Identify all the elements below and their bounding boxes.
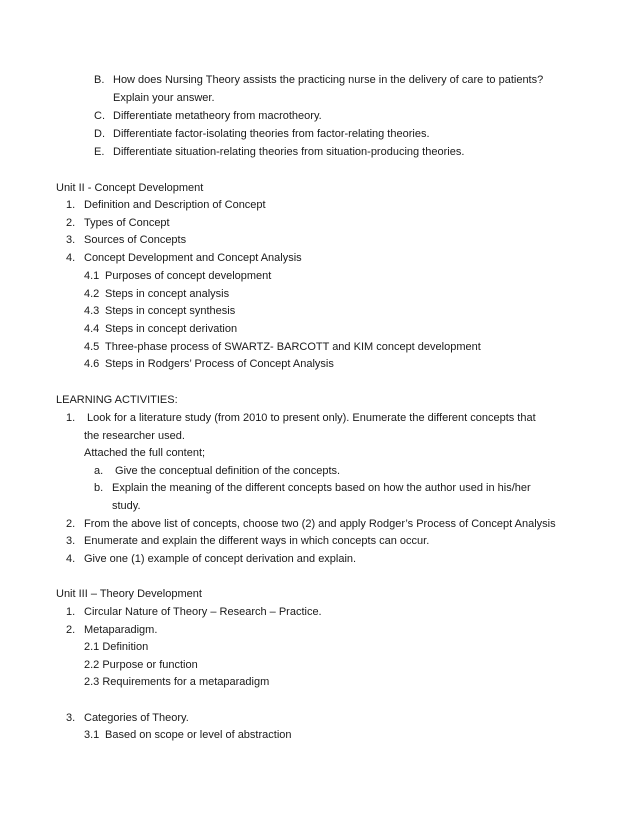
list-marker: 3.: [66, 234, 76, 246]
list-marker: 1.: [66, 412, 76, 424]
list-item: [66, 604, 322, 621]
list-marker: 3.: [66, 535, 76, 547]
attached-note: Attached the full content;: [84, 447, 206, 459]
list-item: [66, 710, 189, 727]
list-marker: 4.: [66, 252, 76, 264]
section-heading-unit3: Unit III – Theory Development: [56, 588, 202, 600]
sub-list-item: [84, 727, 292, 744]
sub-text: Explain the meaning of the different concepts based on how the author used in his/her: [112, 482, 531, 494]
list-item: [66, 250, 302, 267]
sub-text: Purposes of concept development: [105, 270, 272, 282]
sub-list-item: 2.3 Requirements for a metaparadigm: [84, 676, 270, 688]
list-marker: 4.: [66, 553, 76, 565]
list-text: Differentiate factor-isolating theories from factor-relating theories.: [113, 128, 430, 140]
list-text: Concept Development and Concept Analysis: [84, 252, 302, 264]
sub-list-item: 2.1 Definition: [84, 641, 149, 653]
list-item: [66, 232, 186, 249]
list-marker: 2.: [66, 624, 76, 636]
list-item-continuation: the researcher used.: [84, 430, 185, 442]
list-text: Sources of Concepts: [84, 234, 187, 246]
sub-marker: 4.3: [84, 305, 100, 317]
sub-list-item-continuation: study.: [112, 500, 141, 512]
list-text: Look for a literature study (from 2010 to present only). Enumerate the different concepts that: [84, 412, 536, 424]
sub-marker: 4.1: [84, 270, 100, 282]
sub-text: Steps in concept synthesis: [105, 305, 236, 317]
sub-marker: 4.4: [84, 323, 100, 335]
list-marker: D.: [94, 128, 105, 140]
list-item: [94, 144, 464, 161]
list-text: Definition and Description of Concept: [84, 199, 266, 211]
list-text: Circular Nature of Theory – Research – Practice.: [84, 606, 322, 618]
list-item: [66, 533, 429, 550]
sub-text: Give the conceptual definition of the concepts.: [112, 465, 341, 477]
list-item: [66, 215, 170, 232]
sub-list-item: [84, 356, 334, 373]
list-item: [66, 410, 536, 427]
sub-list-item: [84, 303, 235, 320]
sub-list-item: 2.2 Purpose or function: [84, 659, 198, 671]
list-item: [94, 108, 322, 125]
list-item: [94, 72, 543, 89]
sub-list-item: [84, 321, 237, 338]
list-text: Differentiate metatheory from macrotheory.: [113, 110, 322, 122]
list-text: Types of Concept: [84, 217, 170, 229]
list-marker: E.: [94, 146, 105, 158]
list-text: Differentiate situation-relating theories from situation-producing theories.: [113, 146, 465, 158]
list-text: How does Nursing Theory assists the practicing nurse in the delivery of care to patients?: [113, 74, 544, 86]
list-item: [66, 551, 356, 568]
list-marker: C.: [94, 110, 105, 122]
sub-marker: 4.5: [84, 341, 100, 353]
list-marker: 1.: [66, 199, 76, 211]
sub-text: Three-phase process of SWARTZ- BARCOTT and KIM concept development: [105, 341, 481, 353]
sub-list-item: [84, 268, 271, 285]
sub-marker: 3.1: [84, 729, 100, 741]
list-text: Categories of Theory.: [84, 712, 189, 724]
sub-text: Based on scope or level of abstraction: [105, 729, 292, 741]
list-text: Give one (1) example of concept derivation and explain.: [84, 553, 357, 565]
list-text: From the above list of concepts, choose two (2) and apply Rodger’s Process of Concept Analysis: [84, 518, 556, 530]
section-heading-unit2: Unit II - Concept Development: [56, 182, 204, 194]
list-text: Enumerate and explain the different ways in which concepts can occur.: [84, 535, 430, 547]
sub-text: Steps in concept analysis: [105, 288, 230, 300]
section-heading-learning: LEARNING ACTIVITIES:: [56, 394, 178, 406]
sub-list-item: [94, 463, 340, 480]
list-item-continuation: [113, 90, 215, 107]
sub-list-item: [94, 480, 531, 497]
list-marker: 2.: [66, 518, 76, 530]
list-text: Metaparadigm.: [84, 624, 158, 636]
sub-marker: a.: [94, 465, 104, 477]
list-item: [94, 126, 430, 143]
list-item: [66, 622, 157, 639]
sub-text: Steps in concept derivation: [105, 323, 238, 335]
sub-marker: b.: [94, 482, 104, 494]
list-marker: B.: [94, 74, 105, 86]
list-marker: 1.: [66, 606, 76, 618]
sub-list-item: [84, 339, 481, 356]
list-item: [66, 197, 266, 214]
sub-text: Steps in Rodgers’ Process of Concept Analysis: [105, 358, 334, 370]
list-marker: 3.: [66, 712, 76, 724]
sub-marker: 4.2: [84, 288, 100, 300]
sub-list-item: [84, 286, 229, 303]
list-item: [66, 516, 556, 533]
list-marker: 2.: [66, 217, 76, 229]
list-text: Explain your answer.: [113, 92, 215, 104]
sub-marker: 4.6: [84, 358, 100, 370]
